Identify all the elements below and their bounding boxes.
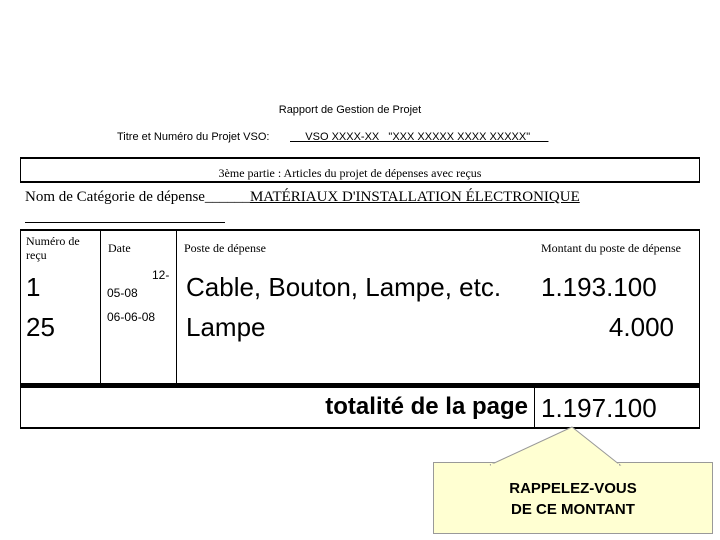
section-bottom-rule <box>20 181 700 183</box>
callout-line-1: RAPPELEZ-VOUS <box>509 480 637 497</box>
total-label: totalité de la page <box>325 393 528 420</box>
header-date: Date <box>108 241 131 255</box>
row1-date-top: 12- <box>152 268 170 282</box>
row2-receipt-no: 25 <box>26 312 55 342</box>
table-top-rule <box>20 229 700 231</box>
section-top-rule <box>20 157 700 159</box>
table-right-rule <box>699 229 700 386</box>
callout-line-2: DE CE MONTANT <box>511 501 635 518</box>
row2-amount: 4.000 <box>608 312 674 342</box>
row2-date: 06-06-08 <box>107 310 156 324</box>
row1-date-bottom: 05-08 <box>107 286 138 300</box>
report-title: Rapport de Gestion de Projet <box>278 104 422 116</box>
header-receipt-no: Numéro de reçu <box>26 234 80 262</box>
category-label: Nom de Catégorie de dépense______ <box>25 189 250 205</box>
category-value: MATÉRIAUX D'INSTALLATION ÉLECTRONIQUE <box>249 189 580 205</box>
total-value: 1.197.100 <box>541 393 657 423</box>
total-right-rule <box>699 388 700 428</box>
total-left-rule <box>20 388 21 428</box>
section-title: 3ème partie : Articles du projet de dépenses avec reçus <box>218 166 482 180</box>
category-underline <box>25 222 225 223</box>
col-divider-2 <box>176 229 177 386</box>
header-amount: Montant du poste de dépense <box>541 241 681 255</box>
table-left-rule <box>20 229 21 386</box>
project-title-value: VSO XXXX-XX "XXX XXXXX XXXX XXXXX" <box>290 131 549 143</box>
col-divider-1 <box>100 229 101 386</box>
row1-receipt-no: 1 <box>26 272 41 302</box>
category-line <box>25 189 580 206</box>
project-title-label: Titre et Numéro du Projet VSO: <box>117 131 270 143</box>
header-item: Poste de dépense <box>184 241 266 255</box>
total-divider <box>534 388 535 428</box>
row2-item: Lampe <box>186 312 266 342</box>
callout-pointer <box>480 424 630 466</box>
table-bottom-rule <box>20 383 700 388</box>
row1-amount: 1.193.100 <box>541 272 657 302</box>
row1-item: Cable, Bouton, Lampe, etc. <box>186 272 502 302</box>
callout-text <box>433 478 713 520</box>
